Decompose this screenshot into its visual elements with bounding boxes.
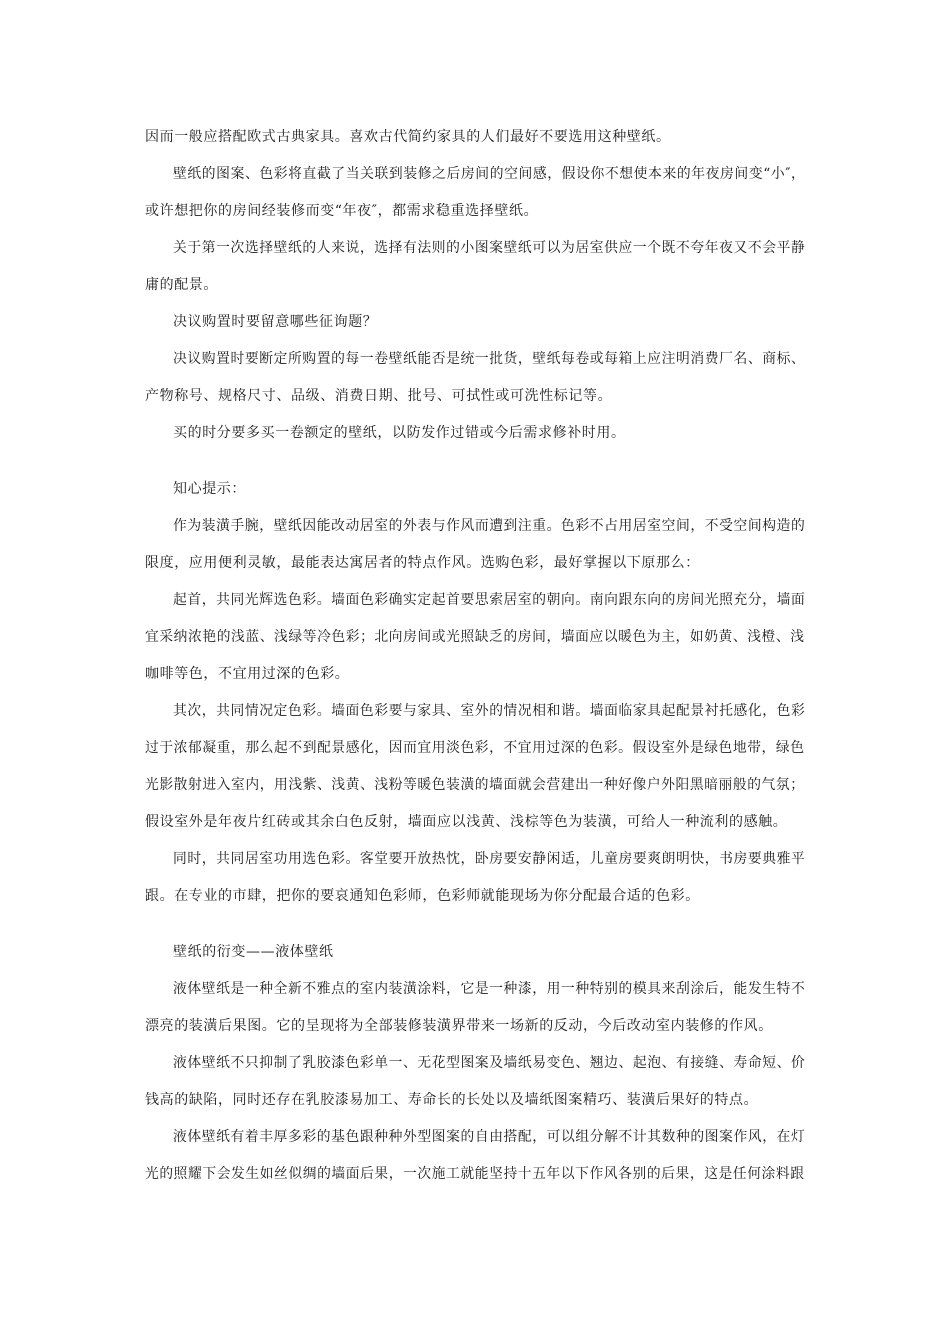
text-line: 同时，共同居室功用选色彩。客堂要开放热忱，卧房要安静闲适，儿童房要爽朗明快，书房要典雅平 <box>173 851 806 867</box>
text-line: 液体壁纸不只抑制了乳胶漆色彩单一、无花型图案及墙纸易变色、翘边、起泡、有接缝、寿命短、价 <box>173 1055 806 1071</box>
text-line: 关于第一次选择壁纸的人来说，选择有法则的小图案壁纸可以为居室供应一个既不夸年夜又不会平静 <box>173 240 806 256</box>
text-line: 因而一般应搭配欧式古典家具。喜欢古代简约家具的人们最好不要选用这种壁纸。 <box>145 129 671 145</box>
text-line: 限度，应用便利灵敏，最能表达寓居者的特点作风。选购色彩，最好掌握以下原那么： <box>145 555 700 571</box>
text-line: 假设室外是年夜片红砖或其余白色反射，墙面应以浅黄、浅棕等色为装潢，可给人一种流利的感触。 <box>145 814 788 830</box>
section-heading: 壁纸的衍变——液体壁纸 <box>173 944 334 960</box>
text-line: 光的照耀下会发生如丝似绸的墙面后果，一次施工就能坚持十五年以下作风各别的后果，这是任何涂料跟 <box>145 1166 805 1182</box>
text-line: 其次，共同情况定色彩。墙面色彩要与家具、室外的情况相和谐。墙面临家具起配景衬托感化，色彩 <box>173 703 806 719</box>
text-line: 钱高的缺陷，同时还存在乳胶漆易加工、寿命长的长处以及墙纸图案精巧、装潢后果好的特点。 <box>145 1092 759 1108</box>
text-line: 过于浓郁凝重，那么起不到配景感化，因而宜用淡色彩，不宜用过深的色彩。假设室外是绿色地带，绿色 <box>145 740 805 756</box>
text-line: 买的时分要多买一卷额定的壁纸，以防发作过错或今后需求修补时用。 <box>173 425 626 441</box>
text-line: 咖啡等色，不宜用过深的色彩。 <box>145 666 350 682</box>
text-line: 光影散射进入室内，用浅紫、浅黄、浅粉等暖色装潢的墙面就会营建出一种好像户外阳黑暗丽般的气氛； <box>145 777 805 793</box>
text-line: 决议购置时要断定所购置的每一卷壁纸能否是统一批货，壁纸每卷或每箱上应注明消费厂名、商标、 <box>173 351 806 367</box>
text-line: 庸的配景。 <box>145 277 218 293</box>
text-line: 液体壁纸有着丰厚多彩的基色跟种种外型图案的自由搭配，可以组分解不计其数种的图案作风，在灯 <box>173 1129 806 1145</box>
text-line: 液体壁纸是一种全新不雅点的室内装潢涂料，它是一种漆，用一种特别的模具来刮涂后，能发生特不 <box>173 981 806 997</box>
text-line: 跟。在专业的市肆，把你的要哀通知色彩师，色彩师就能现场为你分配最合适的色彩。 <box>145 888 700 904</box>
text-line: 作为装潢手腕，壁纸因能改动居室的外表与作风而遭到注重。色彩不占用居室空间，不受空间构造的 <box>173 518 806 534</box>
text-line: 知心提示： <box>173 481 246 497</box>
text-line: 决议购置时要留意哪些征询题？ <box>173 314 378 330</box>
text-line: 起首，共同光辉选色彩。墙面色彩确实定起首要思索居室的朝向。南向跟东向的房间光照充分，墙面 <box>173 592 806 608</box>
text-line: 产物称号、规格尺寸、品级、消费日期、批号、可拭性或可洗性标记等。 <box>145 388 613 404</box>
text-line: 漂亮的装潢后果图。它的呈现将为全部装修装潢界带来一场新的反动，今后改动室内装修的作风。 <box>145 1018 773 1034</box>
text-line: 或许想把你的房间经装修而变“年夜″，都需求稳重选择壁纸。 <box>145 203 539 219</box>
text-line: 宜采纳浓艳的浅蓝、浅绿等冷色彩；北向房间或光照缺乏的房间，墙面应以暖色为主，如奶黄、浅橙、浅 <box>145 629 805 645</box>
text-line: 壁纸的图案、色彩将直截了当关联到装修之后房间的空间感，假设你不想使本来的年夜房间变“小″， <box>173 166 806 182</box>
